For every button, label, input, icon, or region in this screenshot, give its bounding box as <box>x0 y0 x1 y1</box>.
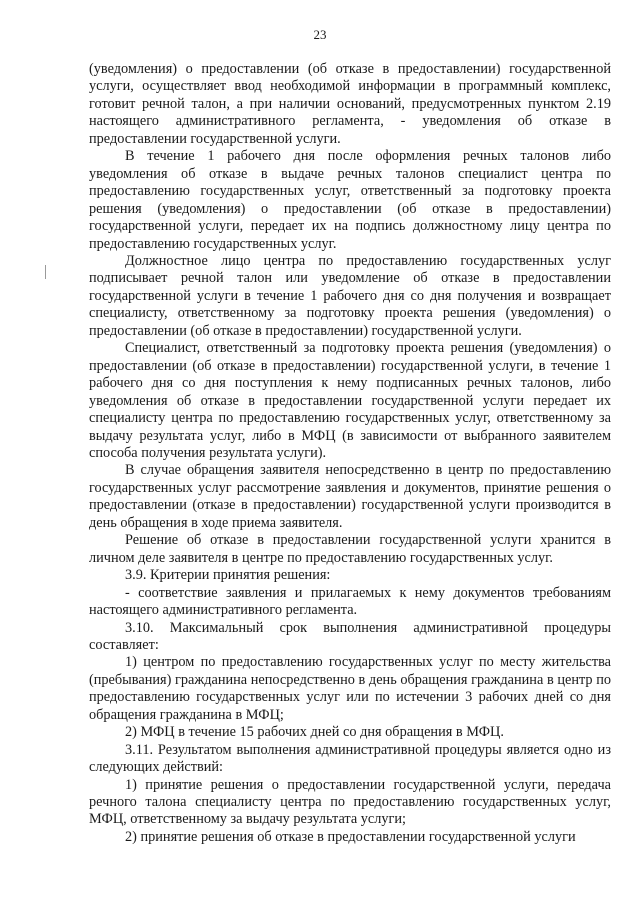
paragraph-signing-deadline: В течение 1 рабочего дня после оформления речных талонов либо уведомления об отказе в выдаче речных талонов специалист центра по предоставлению государственных услуг, ответственный за подготовку проекта решения (уведомления) о предоставлении (об отказе в предоставлении) государственной услуги, передает их на подпись должностному лицу центра по предоставлению государственных услуг. <box>89 148 611 252</box>
section-3-10-item-1: 1) центром по предоставлению государственных услуг по месту жительства (пребывания) гражданина непосредственно в день обращения гражданина в центр по предоставлению государственных услуг или по истечении 3 рабочих дней со дня обращения гражданина в МФЦ; <box>89 654 611 723</box>
section-3-10-item-2: 2) МФЦ в течение 15 рабочих дней со дня обращения в МФЦ. <box>125 724 504 741</box>
paragraph-refusal-storage: Решение об отказе в предоставлении государственной услуги хранится в личном деле заявителя в центре по предоставлению государственных услуг. <box>89 532 611 566</box>
paragraph-continuation: (уведомления) о предоставлении (об отказе в предоставлении) государственной услуги, осуществляет ввод необходимой информации в программный комплекс, готовит речной талон, а при наличии оснований, предусмотренных пунктом 2.19 настоящего административного регламента, - уведомления об отказе в предоставлении государственной услуги. <box>89 61 611 147</box>
document-body <box>89 61 611 846</box>
paragraph-official-signs: Должностное лицо центра по предоставлению государственных услуг подписывает речной талон или уведомление об отказе в предоставлении государственной услуги в течение 1 рабочего дня со дня получения и возвращает специалисту, ответственному за подготовку проекта решения (уведомления) о предоставлении (об отказе в предоставлении) государственной услуги. <box>89 252 611 339</box>
section-3-11-heading: 3.11. Результатом выполнения административной процедуры является одно из следующих действий: <box>89 741 611 776</box>
section-3-10-heading: 3.10. Максимальный срок выполнения административной процедуры составляет: <box>89 619 611 653</box>
page-number: 23 <box>313 27 327 42</box>
section-3-11-item-1: 1) принятие решения о предоставлении государственной услуги, передача речного талона специалисту центра по предоставлению государственных услуг, МФЦ, ответственному за выдачу результата услуги; <box>89 776 611 828</box>
paragraph-direct-appeal: В случае обращения заявителя непосредственно в центр по предоставлению государственных услуг рассмотрение заявления и документов, принятие решения о предоставлении (отказе в предоставлении) государственной услуги производится в день обращения в ходе приема заявителя. <box>89 462 611 531</box>
section-3-9-heading: 3.9. Критерии принятия решения: <box>125 567 331 584</box>
scan-artifact-mark <box>45 265 46 279</box>
section-3-9-criterion: - соответствие заявления и прилагаемых к нему документов требованиям настоящего административного регламента. <box>89 584 611 619</box>
paragraph-specialist-transfer: Специалист, ответственный за подготовку проекта решения (уведомления) о предоставлении (об отказе в предоставлении) государственной услуги, в течение 1 рабочего дня со дня поступления к нему подписанных речных талонов, либо уведомления об отказе в предоставлении государственной услуги передает их специалисту центра по предоставлению государственных услуг, ответственному за выдачу результата услуг, либо в МФЦ (в зависимости от выбранного заявителем способа получения результата услуги). <box>89 340 611 461</box>
section-3-11-item-2: 2) принятие решения об отказе в предоставлении государственной услуги <box>125 828 576 845</box>
